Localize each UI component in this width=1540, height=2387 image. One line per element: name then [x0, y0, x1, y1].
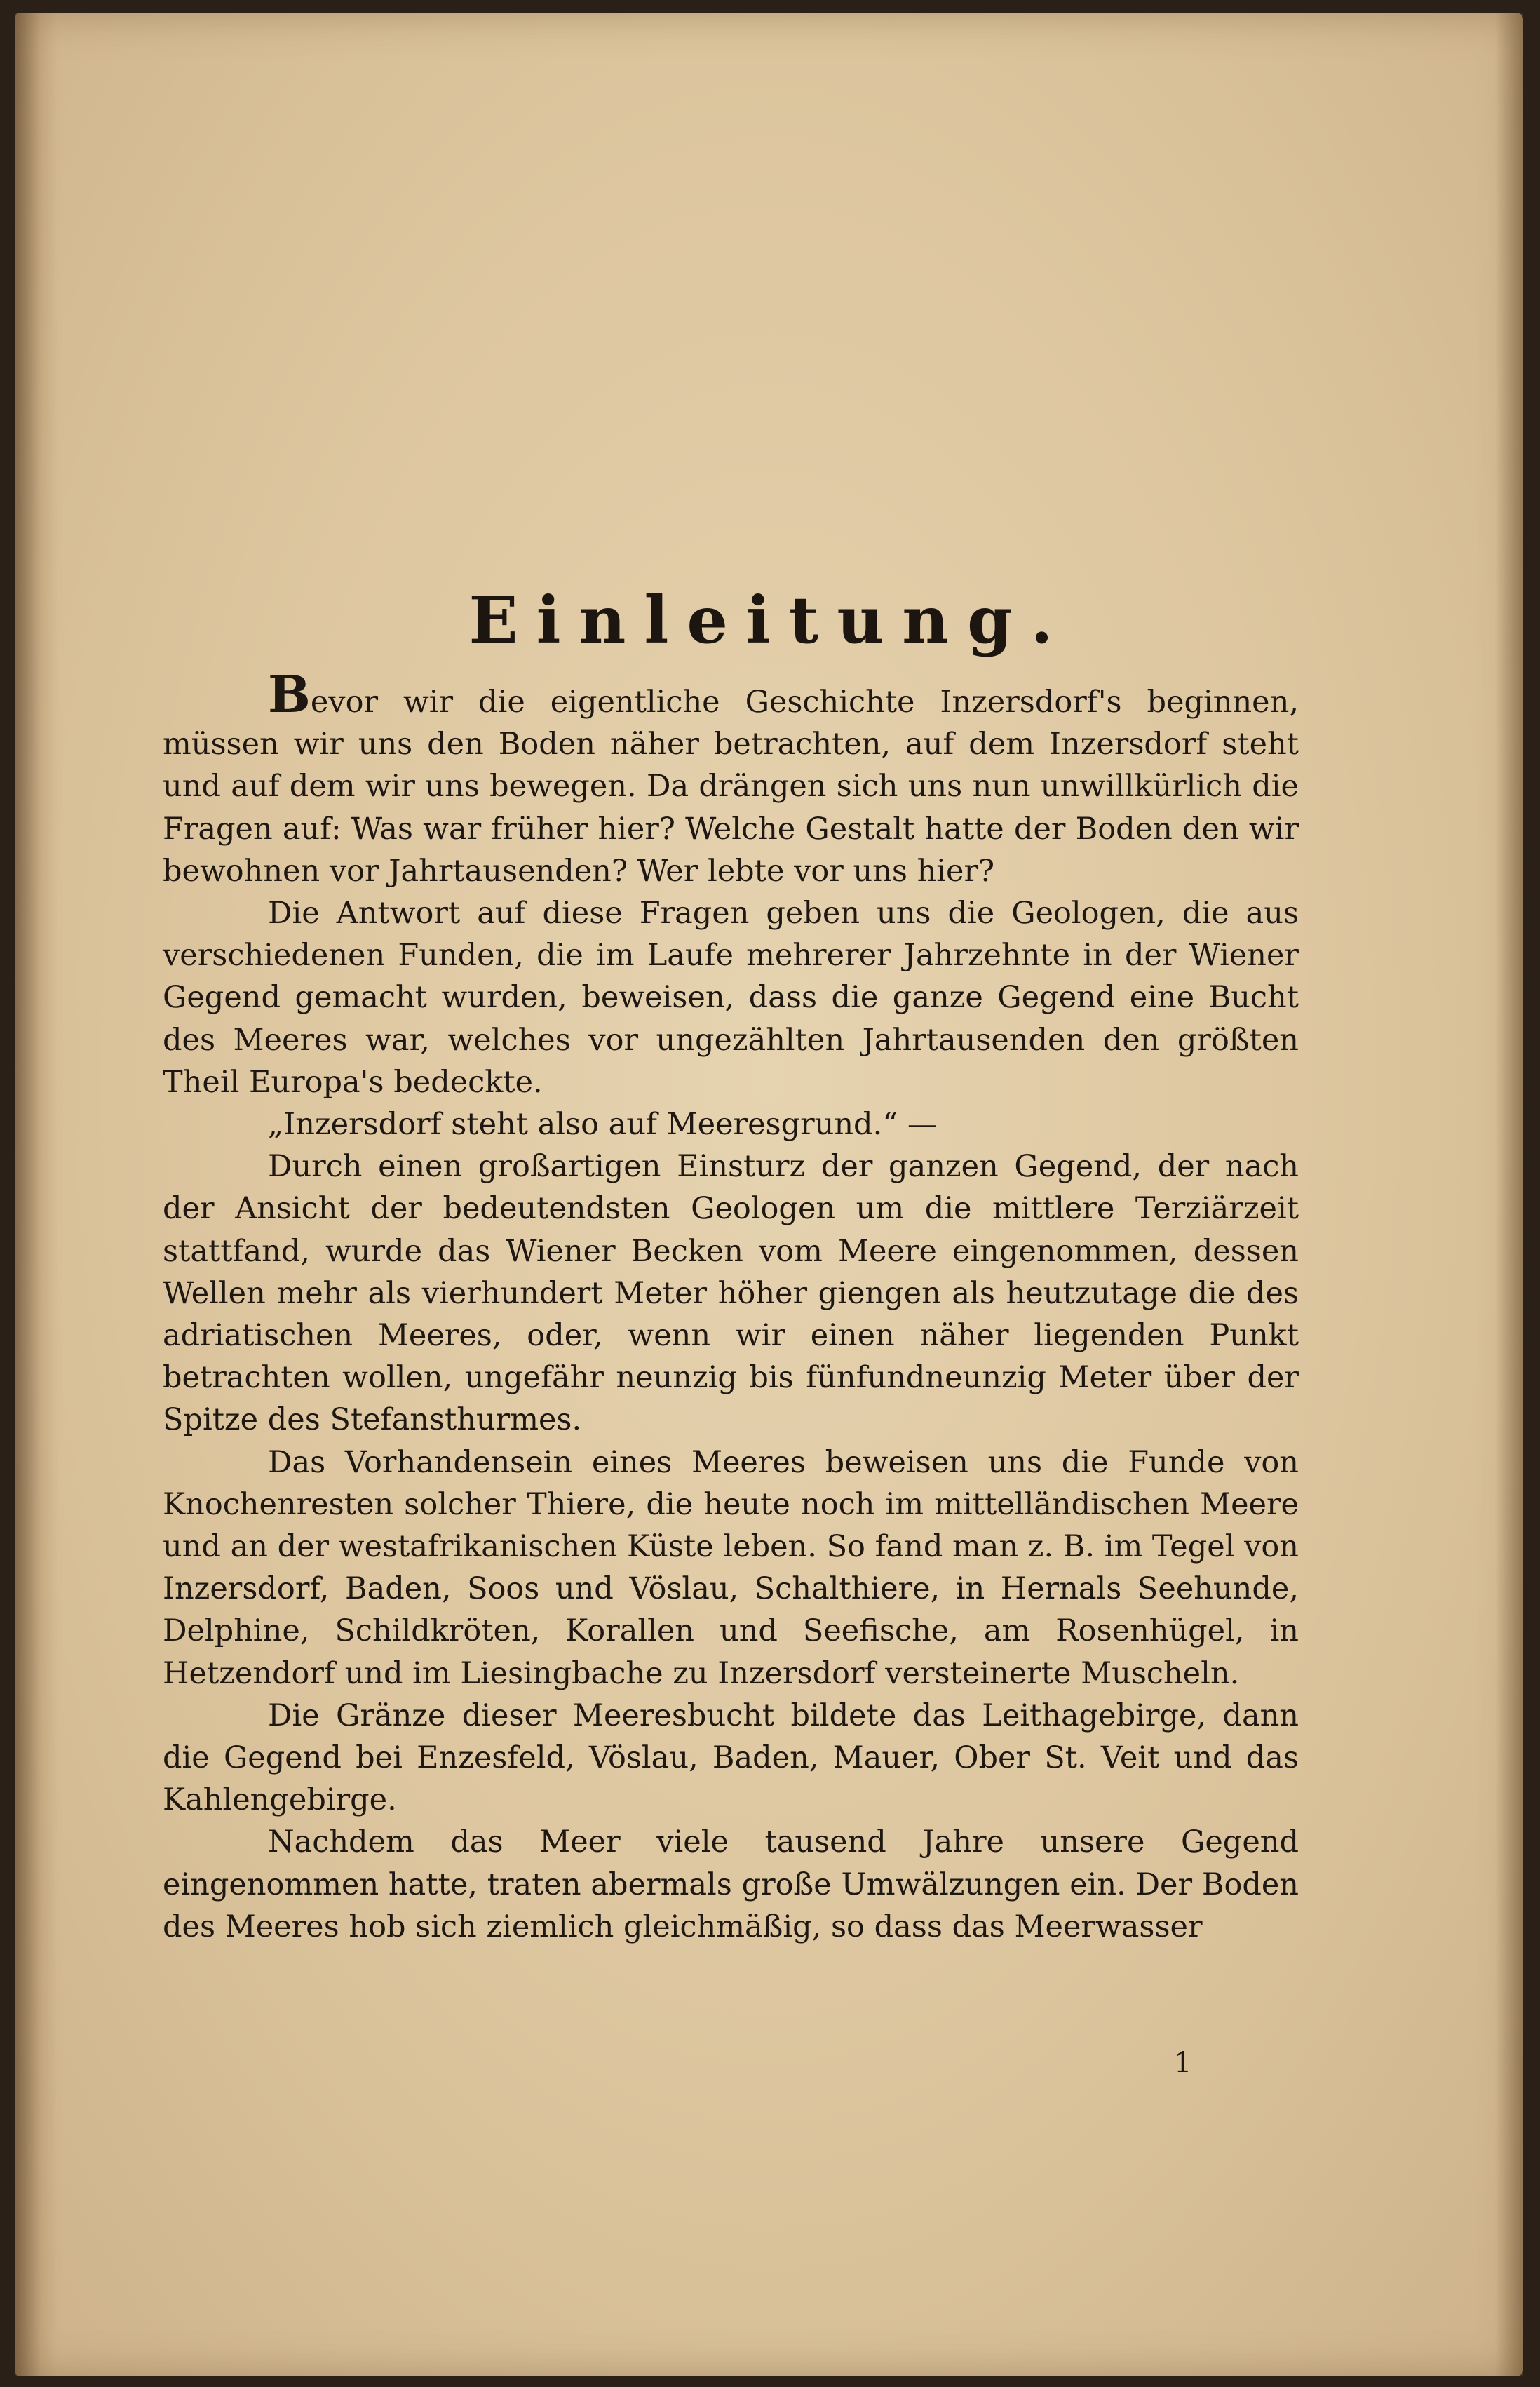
chapter-title: Einleitung. [468, 582, 1072, 658]
paragraph: Durch einen großartigen Einsturz der ganzen Gegend, der nach der Ansicht der bedeutendsten Geologen um die mittlere Terziärzeit stattfand, wurde das Wiener Becken vom Meere eingenommen, dessen Wellen mehr als vierhundert Meter höher giengen als heutzutage die des adriatischen Meeres, oder, wenn wir einen näher liegenden Punkt betrachten wollen, ungefähr neunzig bis fünfundneunzig Meter über der Spitze des Stefansthurmes. [163, 1149, 1299, 1438]
paragraph: „Inzersdorf steht also auf Meeresgrund.“ — [268, 1107, 938, 1143]
paragraph: Bevor wir die eigentliche Geschichte Inzersdorf's beginnen, müssen wir uns den Boden näher betrachten, auf dem Inzersdorf steht und auf dem wir uns bewegen. Da drängen sich uns nun unwillkürlich die Fragen auf: Was war früher hier? Welche Gestalt hatte der Boden den wir bewohnen vor Jahrtausenden? Wer lebte vor uns hier? [163, 664, 1299, 889]
paragraph: Das Vorhandensein eines Meeres beweisen uns die Funde von Knochenresten solcher Thiere, die heute noch im mittelländischen Meere und an der westafrikanischen Küste leben. So fand man z. B. im Tegel von Inzersdorf, Baden, Soos und Vöslau, Schalthiere, in Hernals Seehunde, Delphine, Schildkröten, Korallen und Seefische, am Rosenhügel, in Hetzendorf und im Liesingbache zu Inzersdorf versteinerte Muscheln. [163, 1444, 1299, 1691]
page-edge-shadow [1495, 13, 1523, 2376]
page-number: 1 [1174, 2047, 1192, 2079]
paragraph: Die Gränze dieser Meeresbucht bildete das Leithagebirge, dann die Gegend bei Enzesfeld, Vöslau, Baden, Mauer, Ober St. Veit und das Kahlengebirge. [163, 1697, 1299, 1818]
body-text [163, 664, 1299, 1948]
paragraph: Nachdem das Meer viele tausend Jahre unsere Gegend eingenommen hatte, traten abermals große Umwälzungen ein. Der Boden des Meeres hob sich ziemlich gleichmäßig, so dass das Meerwasser [163, 1824, 1299, 1944]
page-spine-shadow [15, 13, 58, 2376]
paragraph: Die Antwort auf diese Fragen geben uns die Geologen, die aus verschiedenen Funden, die im Laufe mehrerer Jahrzehnte in der Wiener Gegend gemacht wurden, beweisen, dass die ganze Gegend eine Bucht des Meeres war, welches vor ungezählten Jahrtausenden den größten Theil Europa's bedeckte. [163, 896, 1299, 1100]
